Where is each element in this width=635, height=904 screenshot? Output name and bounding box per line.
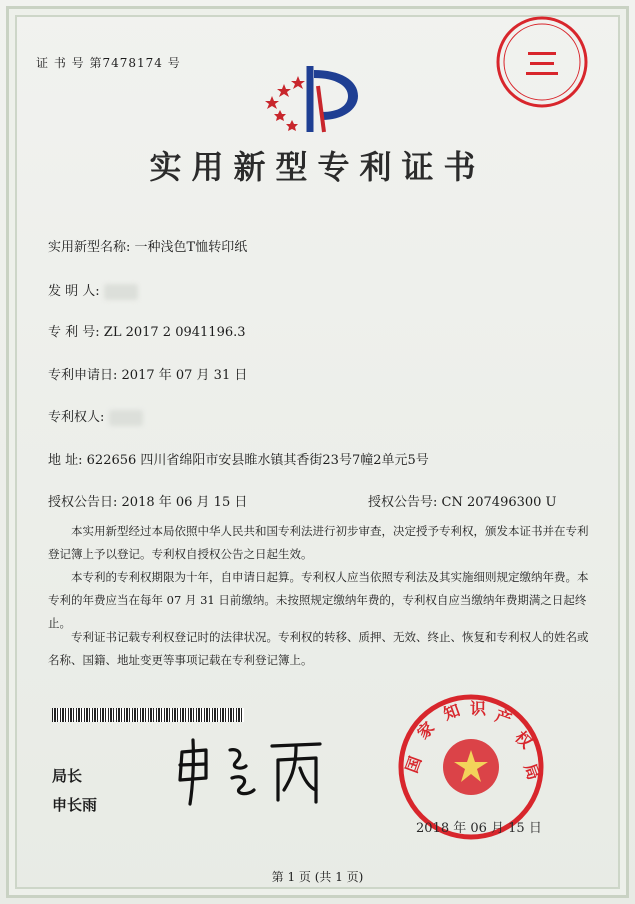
name-label: 实用新型名称:	[48, 240, 131, 255]
utility-model-name-row	[48, 236, 247, 255]
filing-date-label: 专利申请日:	[48, 368, 118, 383]
signatory-title: 局长	[52, 767, 83, 785]
svg-text:识: 识	[470, 699, 487, 718]
svg-text:国: 国	[401, 753, 426, 776]
grant-date-row	[48, 491, 247, 510]
agency-seal-icon	[492, 12, 592, 112]
address-value: 622656 四川省绵阳市安县睢水镇其香街23号7幢2单元5号	[86, 453, 429, 468]
paragraph-3: 专利证书记载专利权登记时的法律状况。专利权的转移、质押、无效、终止、恢复和专利权人的姓名或名称、国籍、地址变更等事项记载在专利登记簿上。	[48, 630, 589, 667]
name-value: 一种浅色T恤转印纸	[134, 240, 248, 255]
svg-text:家: 家	[413, 718, 439, 743]
signatory-name: 申长雨	[52, 796, 98, 814]
handwritten-signature	[160, 730, 330, 810]
paragraph-1: 本实用新型经过本局依照中华人民共和国专利法进行初步审查，决定授予专利权，颁发本证书并在专利登记簿上予以登记。专利权自授权公告之日起生效。	[48, 524, 589, 561]
svg-text:权: 权	[511, 727, 536, 753]
svg-text:知: 知	[440, 700, 463, 724]
barcode	[52, 708, 244, 722]
certificate-title: 实用新型专利证书	[149, 148, 486, 186]
patent-number-value: ZL 2017 2 0941196.3	[103, 325, 246, 340]
seal-date: 2018 年 06 月 15 日	[416, 821, 542, 836]
filing-date-row	[48, 364, 247, 383]
grant-date-value: 2018 年 06 月 15 日	[121, 495, 248, 510]
redacted-patentee	[109, 410, 143, 426]
address-row	[48, 449, 429, 468]
address-label: 地 址:	[48, 453, 83, 468]
inventor-label: 发 明 人:	[48, 284, 100, 299]
inventor-row	[48, 280, 138, 300]
grant-number-row	[368, 491, 557, 510]
paragraph-2: 本专利的专利权期限为十年，自申请日起算。专利权人应当依照专利法及其实施细则规定缴纳年费。本专利的年费应当在每年 07 月 31 日前缴纳。未按照规定缴纳年费的，专利权自应当缴纳年费期满之日起终止。	[48, 570, 589, 630]
svg-text:产: 产	[492, 705, 515, 730]
patentee-row	[48, 406, 143, 426]
certificate-number: 证 书 号 第7478174 号	[36, 56, 181, 70]
grant-date-label: 授权公告日:	[48, 495, 118, 510]
patent-number-label: 专 利 号:	[48, 325, 100, 340]
svg-text:局: 局	[520, 760, 544, 783]
patent-number-row	[48, 321, 246, 340]
grant-number-value: CN 207496300 U	[441, 495, 557, 510]
page-footer: 第 1 页 (共 1 页)	[271, 870, 364, 884]
filing-date-value: 2017 年 07 月 31 日	[121, 368, 248, 383]
redacted-inventor	[104, 284, 138, 300]
sipo-logo-icon	[262, 62, 362, 138]
grant-number-label: 授权公告号:	[368, 495, 438, 510]
patentee-label: 专利权人:	[48, 410, 105, 425]
